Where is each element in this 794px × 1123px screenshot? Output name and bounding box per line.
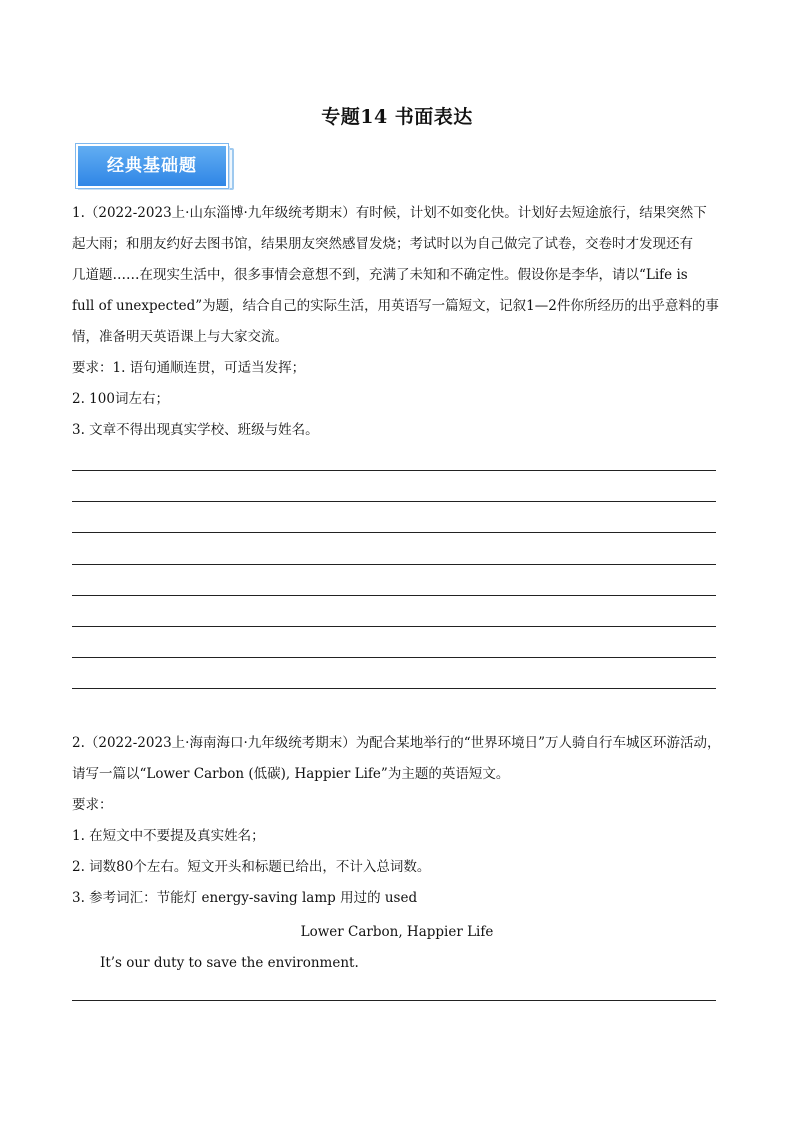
q1-line: 几道题……在现实生活中，很多事情会意想不到，充满了未知和不确定性。假设你是李华，请以“Life is [72, 267, 688, 283]
q2-line: 2.（2022-2023上·海南海口·九年级统考期末）为配合某地举行的“世界环境日”万人骑自行车城区环游活动， [72, 735, 721, 751]
section-badge-label: 经典基础题 [76, 144, 228, 188]
essay-title: Lower Carbon, Happier Life [300, 924, 494, 940]
essay-opening: It’s our duty to save the environment. [100, 955, 359, 971]
answer-line[interactable] [72, 1000, 716, 1001]
q1-requirement: 2. 100词左右； [72, 391, 169, 407]
answer-line[interactable] [72, 657, 716, 658]
answer-line[interactable] [72, 532, 716, 533]
q2-requirement: 2. 词数80个左右。短文开头和标题已给出，不计入总词数。 [72, 859, 431, 875]
q1-line: 情，准备明天英语课上与大家交流。 [72, 329, 288, 345]
q1-line: 起大雨；和朋友约好去图书馆，结果朋友突然感冒发烧；考试时以为自己做完了试卷，交卷时才发现还有 [72, 236, 693, 252]
answer-line[interactable] [72, 626, 716, 627]
q2-requirement: 要求： [72, 797, 113, 813]
q2-requirement: 3. 参考词汇：节能灯 energy-saving lamp 用过的 used [72, 890, 418, 906]
answer-line[interactable] [72, 595, 716, 596]
page-title: 专题14 书面表达 [321, 106, 473, 128]
answer-line[interactable] [72, 688, 716, 689]
q1-requirement: 3. 文章不得出现真实学校、班级与姓名。 [72, 422, 319, 438]
answer-line[interactable] [72, 501, 716, 502]
q2-requirement: 1. 在短文中不要提及真实姓名； [72, 828, 265, 844]
q1-requirement: 要求：1. 语句通顺连贯，可适当发挥； [72, 360, 306, 376]
q2-line: 请写一篇以“Lower Carbon (低碳), Happier Life”为主题的英语短文。 [72, 766, 510, 782]
question-2 [72, 728, 722, 914]
q1-line: full of unexpected”为题，结合自己的实际生活，用英语写一篇短文，记叙1—2件你所经历的出乎意料的事 [72, 298, 719, 314]
q1-line: 1.（2022-2023上·山东淄博·九年级统考期末）有时候，计划不如变化快。计划好去短途旅行，结果突然下 [72, 205, 707, 221]
answer-line[interactable] [72, 470, 716, 471]
section-badge [76, 144, 236, 190]
question-1 [72, 198, 722, 446]
answer-line[interactable] [72, 564, 716, 565]
